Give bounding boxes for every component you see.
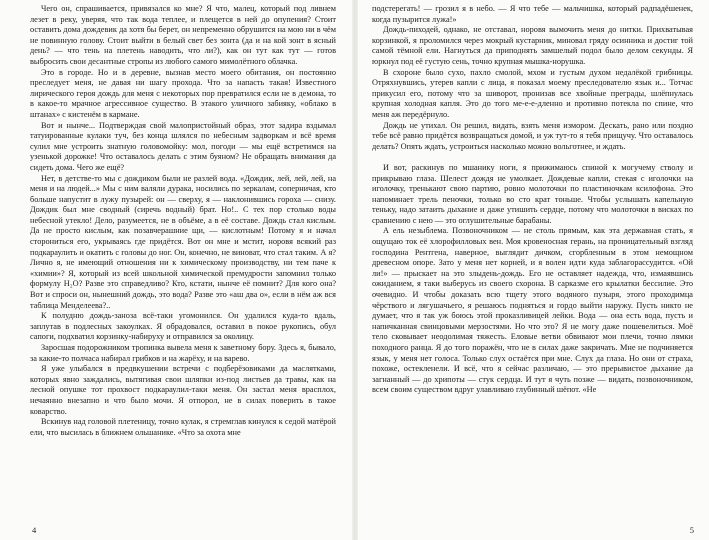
- page-number-left: 4: [32, 525, 37, 535]
- paragraph: А ель незыблема. Позвоночником — не столь прямым, как эта державная стать, я ощущаю ток её хлорофилловых вен. Моя кровеносная герань, на проницательный взгляд господина Рентгена, наверное, выглядит дичком, сгорбленным в этом немощном древесном опоре. Зато у меня нет корней, и я волен идти куда заблагорассудится. «Ой ли!» — прыскает на это злыдень-дождь. Его не оставляет надежда, что, измаявшись ожиданием, я таки выберусь из своего схорона. В сарказме его крылатки бессилие. Это очевидно. И чтобы доказать всю тщету этого водяного пузыря, этого проходимца чёрствого и лягушачьего, я решаюсь подняться и гордо выйти наружу. Пусть никто не думает, что я так уж боюсь этой проказливицей лейки. Вода — она есть вода, пусть и напичканная свинцовыми мерзостями. Но что это? Я не могу даже пошевелиться. Моё тело сковывает неодолимая тяжесть. Еловые ветви обвивают мои плечи, точно лямки походного ранца. Я до того поражён, что не в силах даже закричать. Мне не подчиняется язык, у меня нет голоса. Только слух остаётся при мне. Слух да глаза. Но они от страха, похоже, остекленели. И всё, что я сейчас различаю, — это прерывистое дыхание да загнанный — до хрипоты — стук сердца. И тут я чуть позже — видать, позвоночником, всем своим существом вдруг улавливаю глубинный шёпот. «Не: [372, 226, 693, 395]
- left-page-text: [30, 4, 336, 438]
- paragraph: Вскинув над головой плетеницу, точно кулак, я стремглав кинулся к седой матёрой ели, что высилась в ближнем ольшанике. «Что за охота мне: [30, 417, 336, 437]
- left-page: [0, 0, 352, 540]
- paragraph: Вот и нынче... Подтверждая свой малопристойный образ, этот задира вздымал татуированные кулаки туч, без конца шлялся по небесным задворкам и всё время сулил мне устроить знатную головомойку: мол, погоди — мы ещё встретимся на узенькой дорожке! Что оставалось делать с этим буяном? Не обращать внимания да сидеть дома. Чего же ещё?: [30, 120, 336, 172]
- paragraph: Это в городе. Но и в деревне, вызнав место моего обитания, он постоянно преследует меня, не давая ни шагу прохода. Что за напасть такая! Известного лирического героя дождь для меня с некоторых пор превратился если не в демона, то в какое-то мрачное агрессивное существо. В этакого уличного забияку, «облако в штанах» с кистенём в кармане.: [30, 67, 336, 119]
- paragraph: Я уже улыбался в предвкушении встречи с подберёзовиками да маслятками, которых явно заждались, вытягивая свои шляпки из-под листьев да травы, как на лесной опушке тот прохвост подкараулил-таки меня. Он застал меня врасплох, нечаянно внезапно и что было мочи. Я отпорол, не в силах поверить в такое коварство.: [30, 364, 336, 416]
- paragraph: Чего он, спрашивается, привязался ко мне? Я что, малец, который под ливнем лезет в реку, уверяя, что так вода теплее, и плещется в ней до опупения? Стоит оставить дома дождевик да хотя бы берет, он непременно обрушится на мою ни в чём не повинную голову. Стоит выйти в белый свет без зонта (да и на кой зонт в ясный день? — что тень на плетень наводить, что ли?), как он тут как тут — готов выбросить свои десантные стропы из любого самого мимолётного облачка.: [30, 4, 336, 66]
- paragraph: Дождь не утихал. Он решил, видать, взять меня измором. Дескать, рано или поздно тебе всё равно придётся возвращаться домой, и уж тут-то я тебя прищучу. Что оставалось делать? Опять ждать, устроиться насколько можно вольготнее, и ждать.: [372, 120, 693, 151]
- paragraph: Дождь-пиходей, однако, не отставал, норовя вымочить меня до нитки. Прихватывая корзинкой, я проломился через мокрый кустарник, миновал гряду осинника и достиг той самой тёмной ели. Нагнуться да приподнять замшелый подол было делом секунды. Я юркнул под её густую сень, точно крупная мышка-норушка.: [372, 25, 693, 66]
- paragraph: Нет, в детстве-то мы с дождиком были не разлей вода. «Дождик, лей, лей, лей, на меня и на людей...» Мы с ним валяли дурака, носились по зеркалам, соперничая, кто больше напустит в лужу пузырей: он — сверху, я — наклонившись гороха — снизу. Дождик был мне сводный (сиречь водный) брат. Но!.. С тех пор столько воды небесной утекло! Дело, разумеется, не в объёме, а в её составе. Дождь стал кислым. Да не просто кислым, как позавчерашние щи, — кислотным! Потому я и начал сторониться его, укрываясь где придётся. Вот он мне и мстит, норовя всякий раз подкараулить и окатить с головы до ног. Он, конечно, не виноват, что стал таким. А я? Лично я, не имеющий отношения ни к химическому производству, ни тем паче к «химии»? Я, который из всей школьной химической премудрости запомнил только формулу H₂O? Разве это справедливо? Кто, кстати, нынче её помнит? Для кого она? Вот и спроси он, нынешний дождь, это вода? Разве это «аш два о», если в нём аж вся таблица Менделеева?..: [30, 173, 336, 310]
- right-page-text: [372, 4, 693, 396]
- paragraph: В схороне было сухо, пахло смолой, мхом и густым духом недалёкой грибницы. Отряхнувшись, утерев капли с лица, я показал моему преследователю язык и... Тотчас прикусил его, потому что за шиворот, пронизав все хвойные преграды, шлёпнулась крупная холодная капля. Это до того ме-е-е-дленно и противно потекла по спине, что меня аж передёрнуло.: [372, 67, 693, 119]
- paragraph: И вот, раскинув по мшанику ноги, я прижимаюсь спиной к могучему стволу и прикрываю глаза. Шелест дождя не умолкает. Дождевые капли, стекая с иголочки на иголочку, тренькают свою партию, ровно молоточки по пластиночкам ксилофона. Это напоминает трель пеночки, только во сто крат тоньше. Чтобы услышать капельную теньку, надо затаить дыхание и даже утишить сердце, потому что молоточки в висках по сравнению с нею — это оглушительные барабаны.: [372, 162, 693, 225]
- paragraph: подстерегать! — грозил я в небо. — Я что тебе — мальчишка, который радпадёшенек, когда пузырится лужа!»: [372, 4, 693, 24]
- right-page: [358, 0, 709, 540]
- paragraph: К полудню дождь-заноза всё-таки угомонился. Он удалился куда-то вдаль, заплутав в подлесных закоулках. Я обрадовался, оставил в покое рукопись, обул сапоги, подхватил корзинку-набируху и отправился за околицу.: [30, 311, 336, 342]
- paragraph: Заросшая подорожником тропинка вывела меня к заветному бору. Здесь я, бывало, за какие-то полчаса набирал грибков и на жарёху, и на варево.: [30, 343, 336, 363]
- page-number-right: 5: [689, 525, 694, 535]
